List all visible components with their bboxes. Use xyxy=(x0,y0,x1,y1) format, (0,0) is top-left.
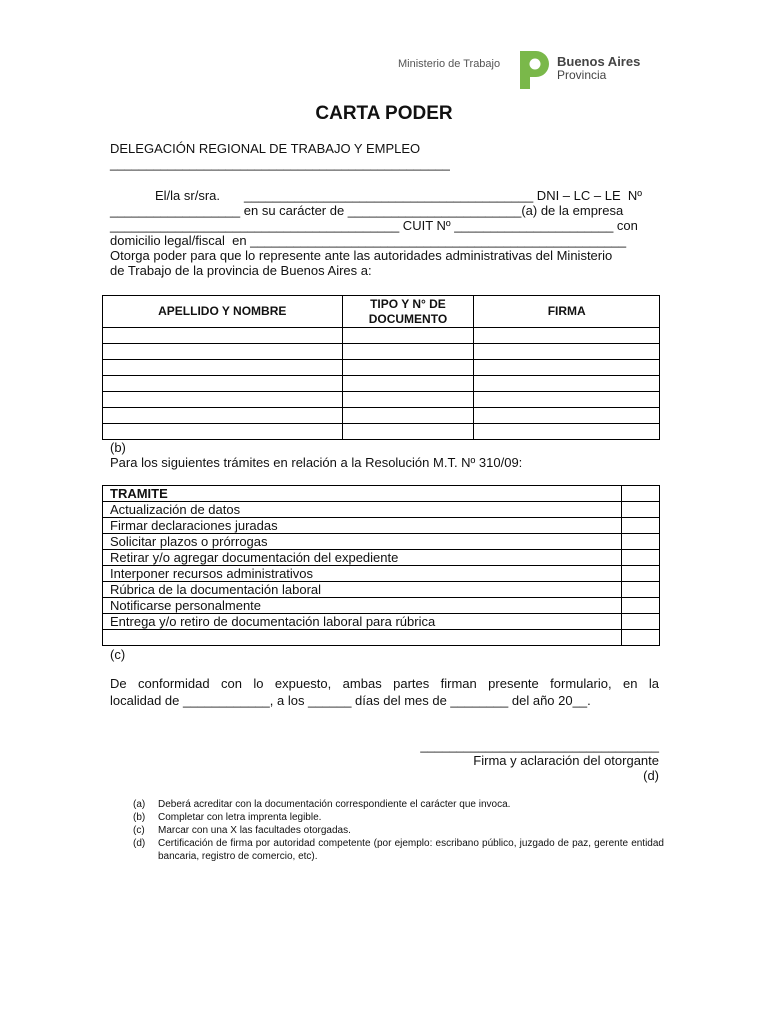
apellido-nombre-cell[interactable] xyxy=(103,424,343,440)
apellido-nombre-cell[interactable] xyxy=(103,392,343,408)
conformidad-line-1: De conformidad con lo expuesto, ambas partes firman presente formulario, en la xyxy=(110,676,659,691)
apellido-nombre-cell[interactable] xyxy=(103,376,343,392)
tramite-label: Entrega y/o retiro de documentación laboral para rúbrica xyxy=(103,614,622,630)
tramite-label: Notificarse personalmente xyxy=(103,598,622,614)
tramite-check-cell[interactable] xyxy=(622,518,660,534)
persons-table-row xyxy=(103,360,660,376)
tramite-check-cell[interactable] xyxy=(622,534,660,550)
firma-cell[interactable] xyxy=(474,376,660,392)
tramite-header: TRAMITE xyxy=(103,486,622,502)
tramite-check-cell[interactable] xyxy=(622,598,660,614)
ministerio-logo-text: Ministerio de Trabajo xyxy=(398,58,501,70)
documento-cell[interactable] xyxy=(342,424,474,440)
apellido-nombre-cell[interactable] xyxy=(103,360,343,376)
persons-table-row xyxy=(103,392,660,408)
tramite-label: Retirar y/o agregar documentación del expediente xyxy=(103,550,622,566)
persons-table-row xyxy=(103,408,660,424)
tramite-label: Solicitar plazos o prórrogas xyxy=(103,534,622,550)
body-line-1a: El/la sr/sra. xyxy=(155,188,221,203)
tramite-check-cell[interactable] xyxy=(622,582,660,598)
persons-table-row xyxy=(103,376,660,392)
persons-table-row xyxy=(103,424,660,440)
tramite-row xyxy=(103,502,660,518)
tramite-row xyxy=(103,614,660,630)
tramites-table xyxy=(102,485,660,646)
documento-cell[interactable] xyxy=(342,328,474,344)
footnote-label: (a) xyxy=(133,799,146,810)
tramite-row xyxy=(103,630,660,646)
brand-line-2: Provincia xyxy=(557,68,607,82)
documento-cell[interactable] xyxy=(342,344,474,360)
firma-cell[interactable] xyxy=(474,392,660,408)
body-line-6: de Trabajo de la provincia de Buenos Aires a: xyxy=(110,263,372,278)
tramite-check-cell[interactable] xyxy=(622,502,660,518)
body-line-3: ________________________________________ CUIT Nº ______________________ con xyxy=(110,218,638,233)
footnote-text: Deberá acreditar con la documentación correspondiente el carácter que invoca. xyxy=(158,799,511,810)
header-firma: FIRMA xyxy=(474,296,660,328)
firma-cell[interactable] xyxy=(474,408,660,424)
page-title: CARTA PODER xyxy=(315,103,453,124)
signature-line: _________________________________ xyxy=(420,738,659,753)
apellido-nombre-cell[interactable] xyxy=(103,328,343,344)
firma-cell[interactable] xyxy=(474,424,660,440)
conformidad-line-2: localidad de ____________, a los ______ días del mes de ________ del año 20__. xyxy=(110,693,591,708)
tramite-check-cell[interactable] xyxy=(622,566,660,582)
signature-label: Firma y aclaración del otorgante xyxy=(473,753,659,768)
tramite-row xyxy=(103,534,660,550)
tramite-row xyxy=(103,598,660,614)
tramite-row xyxy=(103,518,660,534)
documento-cell[interactable] xyxy=(342,408,474,424)
persons-table-row xyxy=(103,344,660,360)
persons-table xyxy=(102,295,660,440)
tramites-header-row xyxy=(103,486,660,502)
firma-cell[interactable] xyxy=(474,360,660,376)
firma-cell[interactable] xyxy=(474,344,660,360)
header-apellido-nombre: APELLIDO Y NOMBRE xyxy=(103,296,343,328)
footnote-text: Completar con letra imprenta legible. xyxy=(158,812,322,823)
tramite-row xyxy=(103,566,660,582)
tramites-intro: Para los siguientes trámites en relación a la Resolución M.T. Nº 310/09: xyxy=(110,455,523,470)
delegacion-label: DELEGACIÓN REGIONAL DE TRABAJO Y EMPLEO xyxy=(110,141,421,156)
ref-b: (b) xyxy=(110,440,126,455)
delegacion-blank: _______________________________________________ xyxy=(110,156,450,171)
body-line-5: Otorga poder para que lo represente ante las autoridades administrativas del Ministerio xyxy=(110,248,613,263)
header-tipo-documento: TIPO Y N° DE DOCUMENTO xyxy=(342,296,474,328)
body-line-4: domicilio legal/fiscal en ____________________________________________________ xyxy=(110,233,627,248)
tramite-row xyxy=(103,582,660,598)
body-line-2: __________________ en su carácter de ________________________(a) de la empresa xyxy=(110,203,624,218)
tramite-header-check xyxy=(622,486,660,502)
brand-line-1: Buenos Aires xyxy=(557,54,641,69)
buenos-aires-logo-icon xyxy=(516,49,550,91)
tramite-label: Firmar declaraciones juradas xyxy=(103,518,622,534)
tramite-check-cell[interactable] xyxy=(622,630,660,646)
firma-cell[interactable] xyxy=(474,328,660,344)
tramite-label: Actualización de datos xyxy=(103,502,622,518)
apellido-nombre-cell[interactable] xyxy=(103,344,343,360)
tramite-check-cell[interactable] xyxy=(622,614,660,630)
footnote-label: (d) xyxy=(133,838,146,849)
documento-cell[interactable] xyxy=(342,392,474,408)
footnote-label: (c) xyxy=(133,825,145,836)
tramite-check-cell[interactable] xyxy=(622,550,660,566)
footnote-text: Certificación de firma por autoridad competente (por ejemplo: escribano público, juzgado de paz, gerente entidad bancaria, registro de comercio, etc). xyxy=(158,838,664,862)
tramite-label: Interponer recursos administrativos xyxy=(103,566,622,582)
body-line-1b: ________________________________________ DNI – LC – LE Nº xyxy=(244,188,642,203)
persons-table-header xyxy=(103,296,660,328)
tramite-row xyxy=(103,550,660,566)
footnote-label: (b) xyxy=(133,812,146,823)
ref-c: (c) xyxy=(110,647,126,662)
signature-ref: (d) xyxy=(643,768,659,783)
footnote-text: Marcar con una X las facultades otorgadas. xyxy=(158,825,351,836)
apellido-nombre-cell[interactable] xyxy=(103,408,343,424)
tramite-label xyxy=(103,630,622,646)
tramite-label: Rúbrica de la documentación laboral xyxy=(103,582,622,598)
footnotes xyxy=(133,798,664,868)
documento-cell[interactable] xyxy=(342,360,474,376)
documento-cell[interactable] xyxy=(342,376,474,392)
persons-table-row xyxy=(103,328,660,344)
